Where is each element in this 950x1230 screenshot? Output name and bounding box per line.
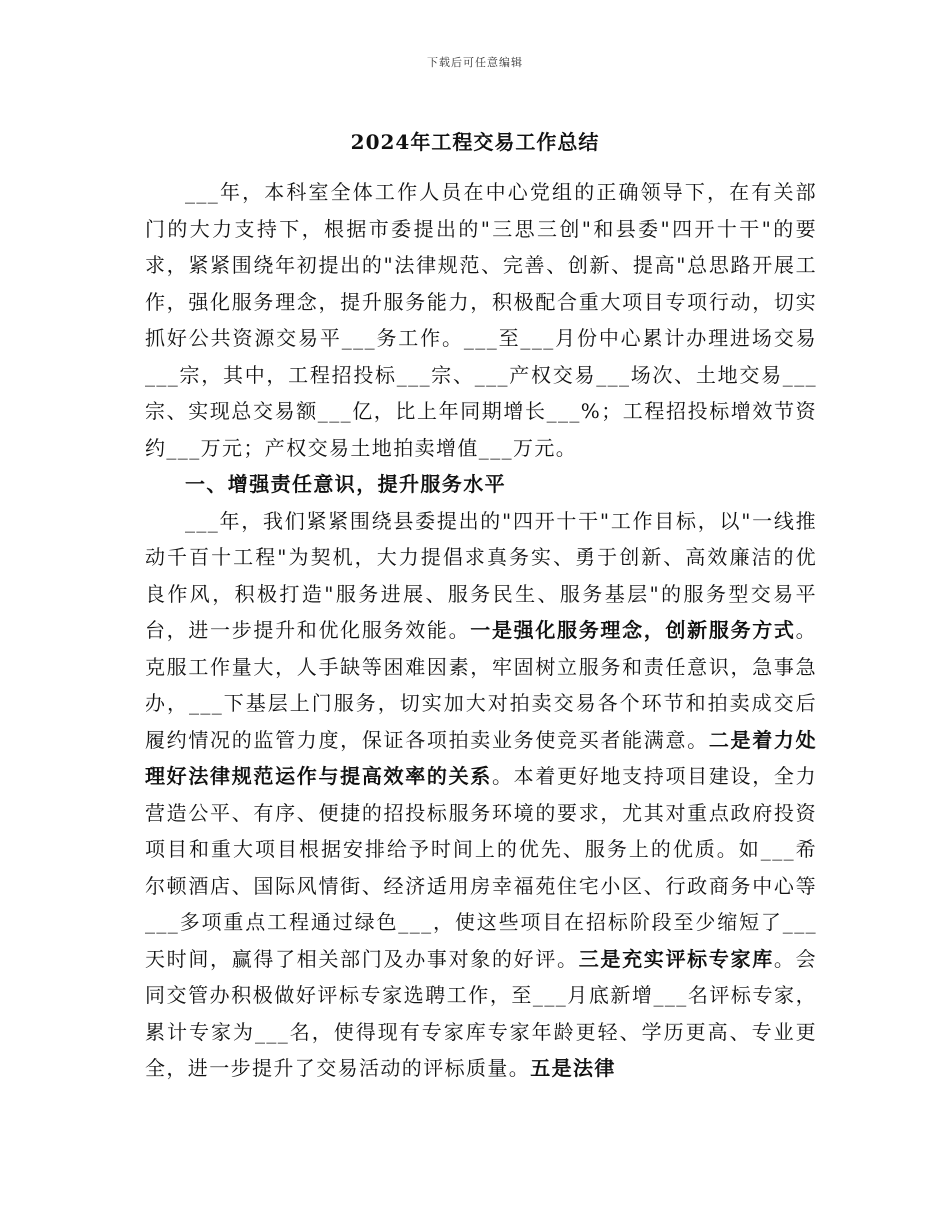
emphasis-point-3: 三是充实评标专家库 <box>578 946 774 971</box>
paragraph-text: 。克服工作量大，人手缺等困难因素，牢固树立服务和责任意识，急事急办，___下基层上门服务，切实加大对拍卖交易各个环节和拍卖成交后履约情况的监管力度，保证各项拍卖业务使竞买者能满意。 <box>145 618 817 752</box>
emphasis-point-1: 一是强化服务理念，创新服务方式 <box>470 618 796 642</box>
paragraph-text: 。会同交管办积极做好评标专家选聘工作，至___月底新增___名评标专家，累计专家为___名，使得现有专家库专家年龄更轻、学历更高、专业更全，进一步提升了交易活动的评标质量。 <box>145 946 817 1080</box>
header-note: 下载后可任意编辑 <box>427 56 523 69</box>
document-body <box>145 174 817 1087</box>
paragraph-text: ___年，我们紧紧围绕县委提出的"四开十干"工作目标，以"一线推动千百十工程"为契机，大力提倡求真务实、勇于创新、高效廉洁的优良作风，积极打造"服务进展、服务民生、服务基层"的服务型交易平台，进一步提升和优化服务效能。 <box>145 508 817 642</box>
document-title: 2024年工程交易工作总结 <box>350 130 600 154</box>
section-heading-1: 一、增强责任意识，提升服务水平 <box>185 472 506 496</box>
intro-paragraph: ___年，本科室全体工作人员在中心党组的正确领导下，在有关部门的大力支持下，根据市委提出的"三思三创"和县委"四开十干"的要求，紧紧围绕年初提出的"法律规范、完善、创新、提高"总思路开展工作，强化服务理念，提升服务能力，积极配合重大项目专项行动，切实抓好公共资源交易平___务工作。___至___月份中心累计办理进场交易___宗，其中，工程招投标___宗、___产权交易___场次、土地交易___宗、实现总交易额___亿，比上年同期增长___%；工程招投标增效节资约___万元；产权交易土地拍卖增值___万元。 <box>145 180 817 460</box>
emphasis-point-2: 二是着力处理好法律规范运作与提高效率的关系 <box>145 727 818 788</box>
emphasis-point-5-start: 五是法律 <box>530 1056 616 1080</box>
section-1-paragraph <box>145 503 817 1087</box>
paragraph-text: 。本着更好地支持项目建设，全力营造公平、有序、便捷的招投标服务环境的要求，尤其对重点政府投资项目和重大项目根据安排给予时间上的优先、服务上的优质。如___希尔顿酒店、国际风情街、经济适用房幸福苑住宅小区、行政商务中心等___多项重点工程通过绿色___，使这些项目在招标阶段至少缩短了___天时间，赢得了相关部门及办事对象的好评。 <box>145 764 817 971</box>
